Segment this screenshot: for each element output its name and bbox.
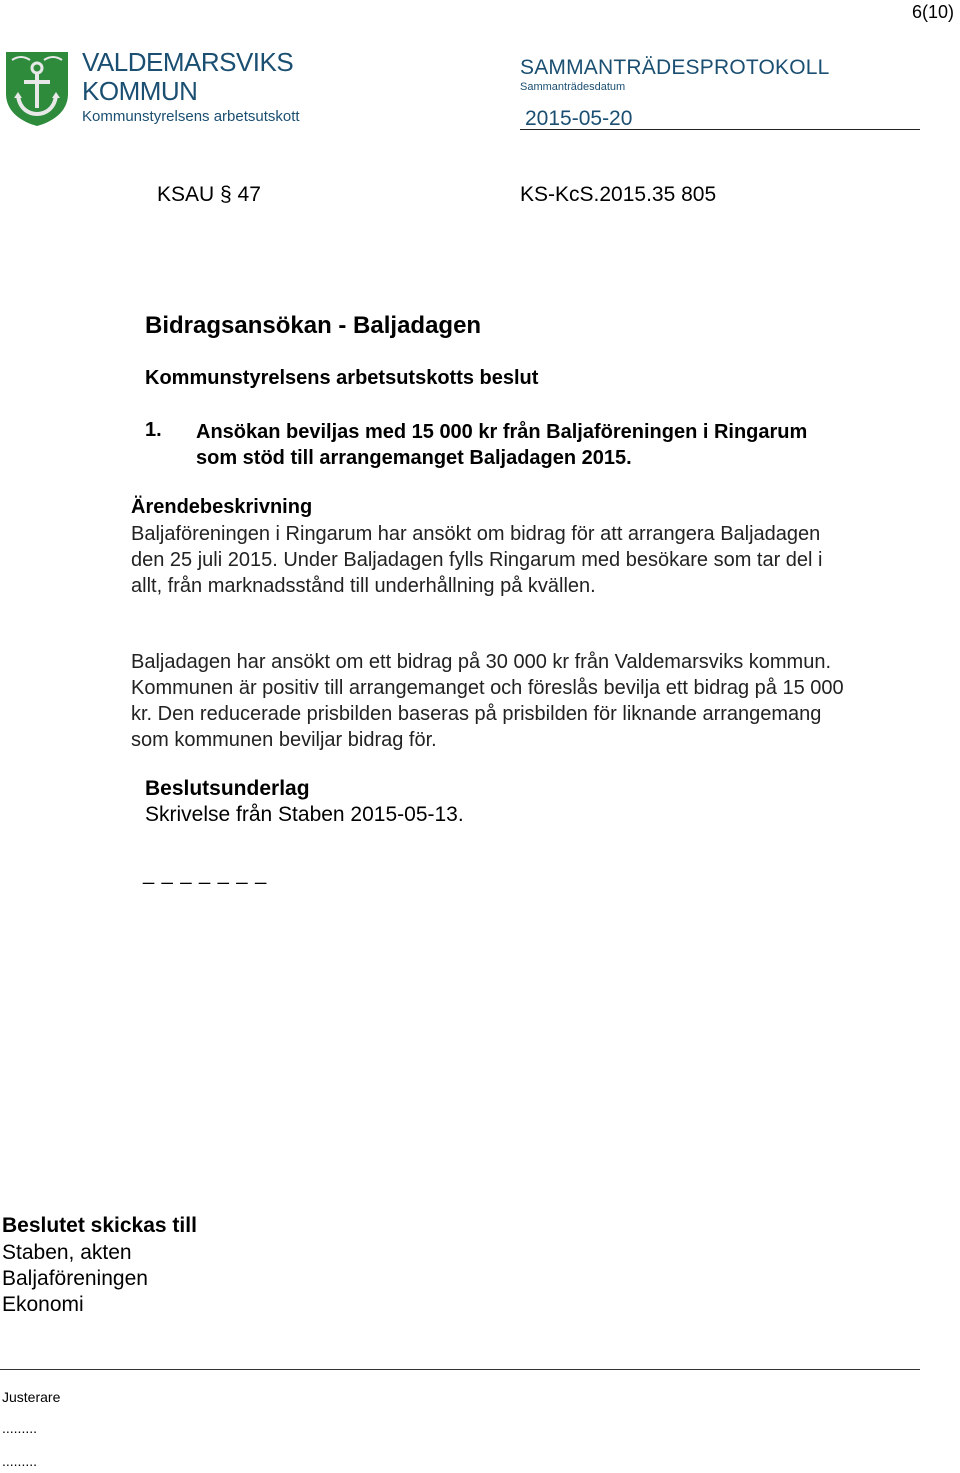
distribution-list xyxy=(2,1240,148,1318)
description-heading: Ärendebeskrivning xyxy=(131,496,313,518)
distribution-recipient: Baljaföreningen xyxy=(2,1267,148,1290)
signature-line: ......... xyxy=(2,1420,38,1436)
distribution-recipient: Ekonomi xyxy=(2,1293,84,1316)
case-reference: KSAU § 47 xyxy=(157,183,261,206)
organization-subtitle: Kommunstyrelsens arbetsutskott xyxy=(82,108,300,125)
page-number: 6(10) xyxy=(911,2,954,22)
organization-name-line2: KOMMUN xyxy=(82,76,198,106)
organization-name-line1: VALDEMARSVIKS xyxy=(82,47,294,77)
basis-text: Skrivelse från Staben 2015-05-13. xyxy=(145,803,464,826)
municipal-coat-of-arms-anchor-icon xyxy=(4,50,70,128)
meeting-date-label: Sammanträdesdatum xyxy=(520,81,626,93)
distribution-recipient: Staben, akten xyxy=(2,1241,132,1264)
section-separator: _ _ _ _ _ _ _ xyxy=(143,863,268,885)
footer-divider xyxy=(0,1369,920,1370)
organization-name xyxy=(82,48,293,106)
description-paragraph: Baljadagen har ansökt om ett bidrag på 30 000 kr från Valdemarsviks kommun. Kommunen är positiv till arrangemanget och föreslås bevilja ett bidrag på 15 000 kr. Den reducerade prisbilden baseras på prisbilden för liknande arrangemang som kommunen beviljar bidrag för. xyxy=(131,651,844,751)
protocol-title: SAMMANTRÄDESPROTOKOLL xyxy=(520,56,830,79)
decision-heading: Kommunstyrelsens arbetsutskotts beslut xyxy=(145,367,539,389)
description-paragraph: Baljaföreningen i Ringarum har ansökt om bidrag för att arrangera Baljadagen den 25 juli 2015. Under Baljadagen fylls Ringarum med besökare som tar del i allt, från marknadsstånd till underhållning på kvällen. xyxy=(131,523,823,597)
meeting-date: 2015-05-20 xyxy=(525,107,633,130)
decision-item-text: Ansökan beviljas med 15 000 kr från Baljaföreningen i Ringarum som stöd till arrangemanget Baljadagen 2015. xyxy=(196,421,808,469)
header-divider xyxy=(520,129,920,130)
adjuster-label: Justerare xyxy=(2,1389,61,1405)
document-title: Bidragsansökan - Baljadagen xyxy=(145,312,482,339)
case-id: KS-KcS.2015.35 805 xyxy=(520,183,717,206)
decision-item-number: 1. xyxy=(145,419,162,441)
basis-heading: Beslutsunderlag xyxy=(145,777,310,800)
distribution-heading: Beslutet skickas till xyxy=(2,1214,197,1237)
signature-line: ......... xyxy=(2,1453,38,1469)
